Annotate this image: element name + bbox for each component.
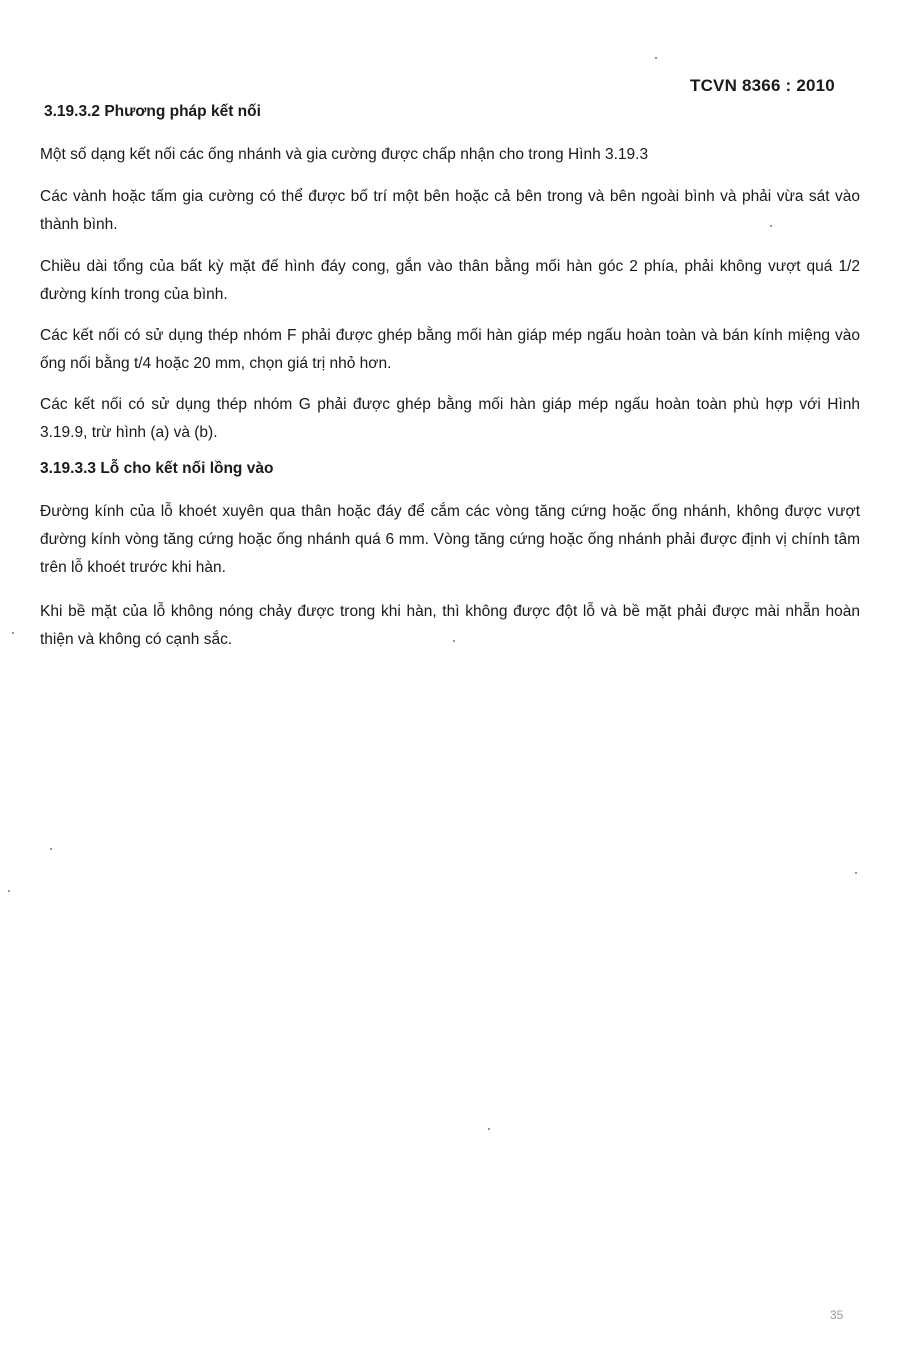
paragraph: Khi bề mặt của lỗ không nóng chảy được trong khi hàn, thì không được đột lỗ và bề mặt phải được mài nhẵn hoàn thiện và không có cạnh sắc. [40,603,860,648]
scan-speck [855,872,857,874]
scan-speck [12,632,14,634]
scan-speck [8,890,10,892]
paragraph: Các kết nối có sử dụng thép nhóm F phải được ghép bằng mối hàn giáp mép ngấu hoàn toàn và bán kính miệng vào ống nối bằng t/4 hoặc 20 mm, chọn giá trị nhỏ hơn. [40,327,860,372]
scan-speck [655,57,657,59]
paragraph: Chiều dài tổng của bất kỳ mặt đế hình đáy cong, gắn vào thân bằng mối hàn góc 2 phía, phải không vượt quá 1/2 đường kính trong của bình. [40,258,860,303]
scan-speck [453,640,455,642]
document-code: TCVN 8366 : 2010 [690,76,835,95]
paragraph: Các kết nối có sử dụng thép nhóm G phải được ghép bằng mối hàn giáp mép ngấu hoàn toàn phù hợp với Hình 3.19.9, trừ hình (a) và (b). [40,396,860,441]
paragraph: Đường kính của lỗ khoét xuyên qua thân hoặc đáy để cắm các vòng tăng cứng hoặc ống nhánh, không được vượt đường kính vòng tăng cứng hoặc ống nhánh quá 6 mm. Vòng tăng cứng hoặc ống nhánh phải được định vị chính tâm trên lỗ khoét trước khi hàn. [40,503,860,576]
scan-speck [50,848,52,850]
scan-speck [770,225,772,227]
section-heading-insert-hole: 3.19.3.3 Lỗ cho kết nối lồng vào [40,460,274,477]
section-heading-connection-method: 3.19.3.2 Phương pháp kết nối [44,103,261,120]
paragraph: Một số dạng kết nối các ống nhánh và gia cường được chấp nhận cho trong Hình 3.19.3 [40,146,649,163]
page-number: 35 [830,1308,844,1322]
paragraph: Các vành hoặc tấm gia cường có thể được bố trí một bên hoặc cả bên trong và bên ngoài bình và phải vừa sát vào thành bình. [40,188,860,233]
scan-speck [488,1128,490,1130]
